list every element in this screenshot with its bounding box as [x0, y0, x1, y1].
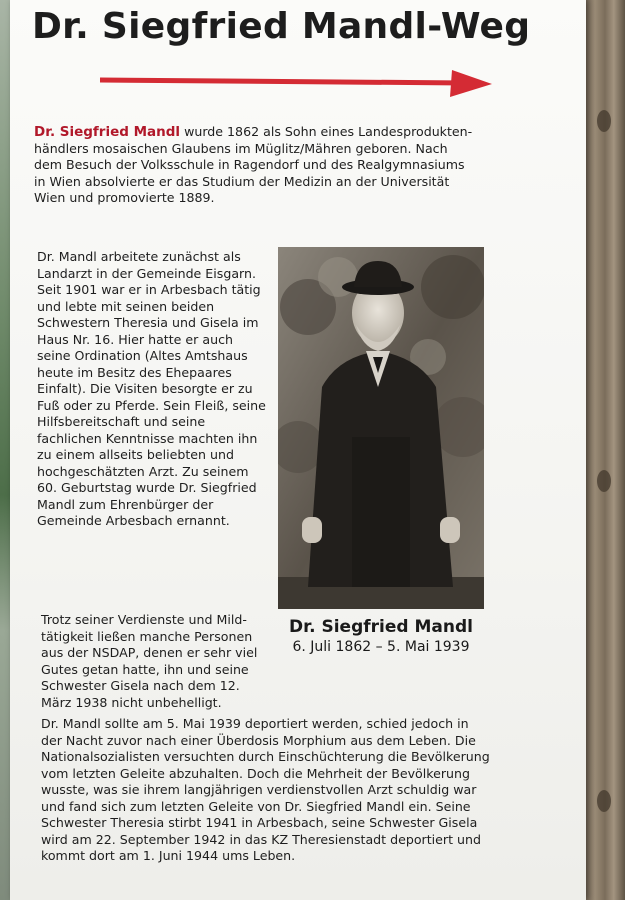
nsdap-paragraph: Trotz seiner Verdienste und Mild-tätigkeit ließen manche Personen aus der NSDAP, denen er sehr viel Gutes getan hatte, ihn und seine Schwester Gisela nach dem 12. März 1938 nicht unbehelligt.	[41, 612, 258, 710]
caption-dates: 6. Juli 1862 – 5. Mai 1939	[292, 639, 470, 655]
intro-text: wurde 1862 als Sohn eines Landesprodukten-händlers mosaischen Glaubens im Müglitz/Mähren geboren. Nach dem Besuch der Volksschule in Ragendorf und des Realgymnasiums in Wien absolvierte er das Studium der Medizin an der Universität Wien und promovierte 1889.	[34, 124, 473, 205]
post-knot	[597, 470, 611, 492]
intro-paragraph	[34, 124, 474, 207]
wooden-post	[585, 0, 625, 900]
post-knot	[597, 110, 611, 132]
portrait-photo	[278, 247, 484, 609]
sign-title: Dr. Siegfried Mandl-Weg	[32, 6, 531, 47]
post-knot	[597, 790, 611, 812]
arrow-right-icon	[100, 68, 500, 98]
deportation-paragraph: Dr. Mandl sollte am 5. Mai 1939 deportiert werden, schied jedoch in der Nacht zuvor nach einer Überdosis Morphium aus dem Leben. Die Nationalsozialisten versuchten durch Einschüchterung die Bevölkerung vom letzten Geleite abzuhalten. Doch die Mehrheit der Bevölkerung wusste, was sie ihrem langjährigen verdienstvollen Arzt schuldig war und fand sich zum letzten Geleite von Dr. Siegfried Mandl ein. Seine Schwester Theresia stirbt 1941 in Arbesbach, seine Schwester Gisela wird am 22. September 1942 in das KZ Theresienstadt deportiert und kommt dort am 1. Juni 1944 ums Leben.	[41, 716, 490, 863]
photo-caption	[278, 617, 484, 655]
intro-name: Dr. Siegfried Mandl	[34, 124, 181, 140]
caption-name: Dr. Siegfried Mandl	[289, 617, 473, 637]
info-sign	[10, 0, 586, 900]
career-paragraph: Dr. Mandl arbeitete zunächst als Landarzt in der Gemeinde Eisgarn. Seit 1901 war er in Arbesbach tätig und lebte mit seinen beiden Schwestern Theresia und Gisela im Haus Nr. 16. Hier hatte er auch seine Ordination (Altes Amtshaus heute im Besitz des Ehepaares Einfalt). Die Visiten besorgte er zu Fuß oder zu Pferde. Sein Fleiß, seine Hilfsbereitschaft und seine fachlichen Kenntnisse machten ihn zu einem allseits beliebten und hochgeschätzten Arzt. Zu seinem 60. Geburtstag wurde Dr. Siegfried Mandl zum Ehrenbürger der Gemeinde Arbesbach ernannt.	[37, 249, 266, 528]
